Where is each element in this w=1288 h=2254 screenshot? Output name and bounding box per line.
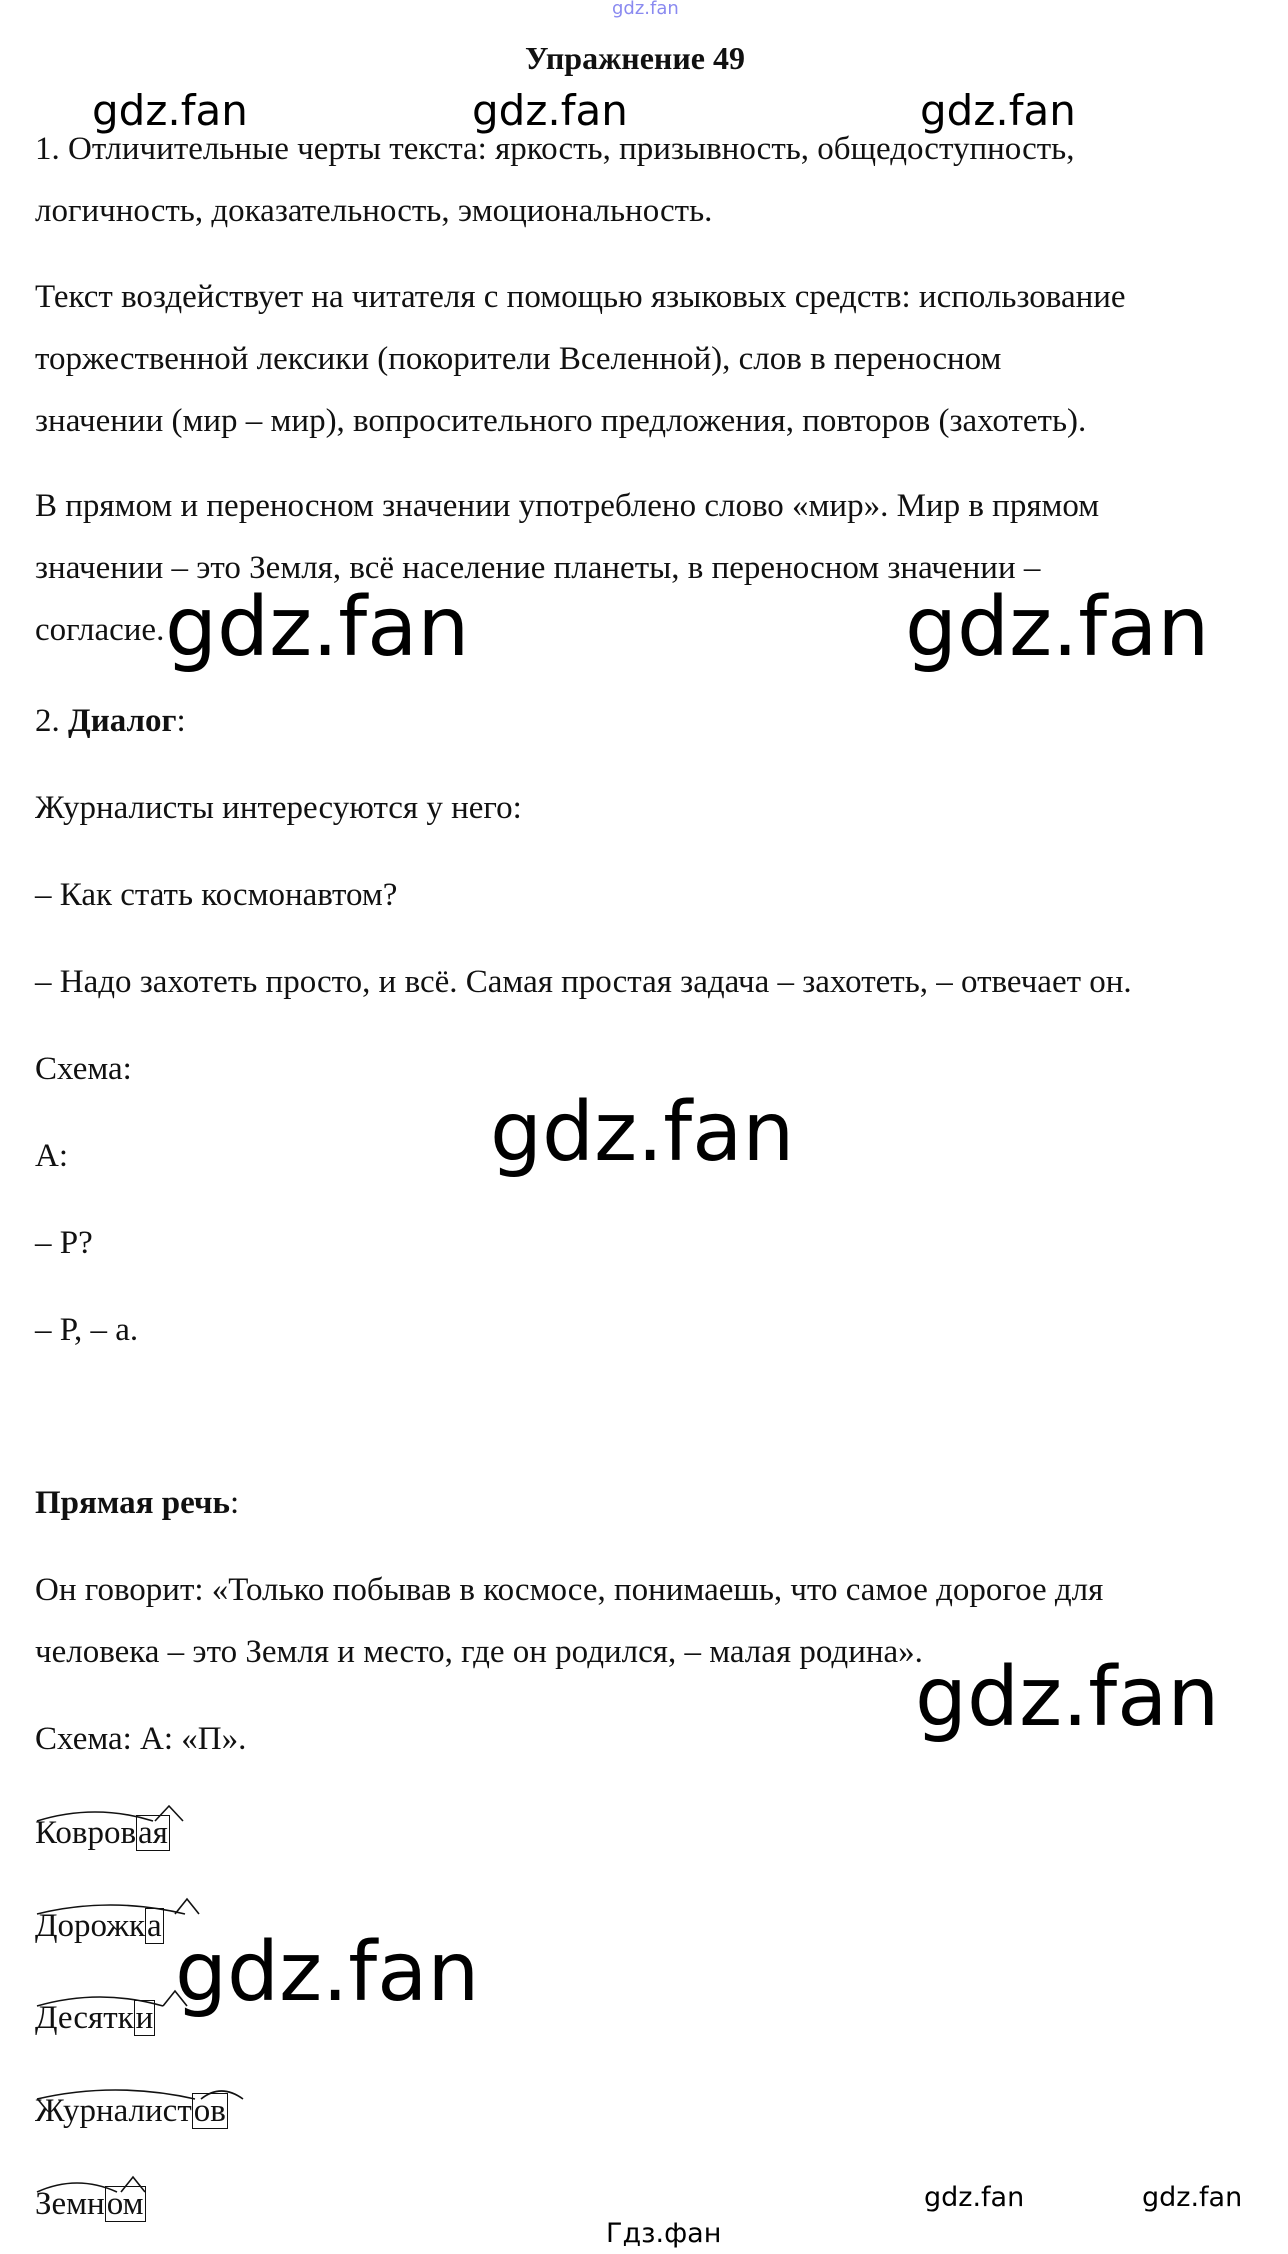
page-title: Упражнение 49: [524, 40, 745, 76]
word-ending: ая: [138, 1815, 168, 1851]
dialog-question: – Как стать космонавтом?: [35, 877, 398, 913]
word-root: Дорожк: [35, 1908, 146, 1944]
paragraph-line: значении – это Земля, всё население планеты, в переносном значении –: [35, 550, 1041, 586]
word-root: Земн: [35, 2186, 105, 2222]
watermark: gdz.fan: [924, 2182, 1025, 2213]
morpheme-marks: [35, 1986, 225, 2012]
word-ending: а: [147, 1908, 162, 1944]
morpheme-word: [35, 2093, 228, 2130]
paragraph-line: логичность, доказательность, эмоциональность.: [35, 193, 713, 229]
paragraph-line: торжественной лексики (покорители Вселенной), слов в переносном: [35, 341, 1002, 377]
watermark-footer: Гдз.фан: [606, 2218, 722, 2249]
paragraph-line: Он говорит: «Только побывав в космосе, понимаешь, что самое дорогое для: [35, 1572, 1104, 1608]
paragraph-line: согласие.: [35, 612, 165, 648]
morpheme-marks: [35, 2079, 275, 2105]
watermark-top: gdz.fan: [612, 0, 679, 19]
word-ending: ов: [193, 2093, 226, 2129]
morpheme-word: [35, 1815, 170, 1852]
watermark: gdz.fan: [472, 86, 628, 135]
morpheme-marks: [35, 2172, 225, 2198]
morpheme-word: [35, 1908, 164, 1945]
watermark: gdz.fan: [1142, 2182, 1243, 2213]
scheme-line: – Р?: [35, 1225, 93, 1261]
morpheme-marks: [35, 1801, 225, 1827]
watermark: gdz.fan: [905, 580, 1210, 675]
watermark: gdz.fan: [92, 86, 248, 135]
paragraph-line: Текст воздействует на читателя с помощью языковых средств: использование: [35, 279, 1126, 315]
watermark: gdz.fan: [175, 1925, 480, 2020]
section-heading-dialog: 2. Диалог:: [35, 703, 186, 739]
scheme-line: Схема: А: «П».: [35, 1721, 247, 1757]
word-root: Ковров: [35, 1815, 137, 1851]
watermark: gdz.fan: [490, 1085, 795, 1180]
paragraph-line: Журналисты интересуются у него:: [35, 790, 522, 826]
scheme-label: Схема:: [35, 1051, 132, 1087]
dialog-answer: – Надо захотеть просто, и всё. Самая простая задача – захотеть, – отвечает он.: [35, 964, 1132, 1000]
morpheme-word: [35, 2000, 155, 2037]
word-root: Журналист: [35, 2093, 192, 2129]
word-ending: ом: [106, 2186, 144, 2222]
watermark: gdz.fan: [165, 580, 470, 675]
word-ending: и: [135, 2000, 154, 2036]
paragraph-line: В прямом и переносном значении употреблено слово «мир». Мир в прямом: [35, 488, 1100, 524]
paragraph-line: значении (мир – мир), вопросительного предложения, повторов (захотеть).: [35, 403, 1087, 439]
watermark: gdz.fan: [915, 1650, 1220, 1745]
section-heading-direct-speech: Прямая речь:: [35, 1485, 240, 1521]
scheme-line: А:: [35, 1138, 68, 1174]
paragraph-line: 1. Отличительные черты текста: яркость, призывность, общедоступность,: [35, 131, 1075, 167]
morpheme-marks: [35, 1894, 225, 1920]
watermark: gdz.fan: [920, 86, 1076, 135]
paragraph-line: человека – это Земля и место, где он родился, – малая родина».: [35, 1634, 923, 1670]
word-root: Десятк: [35, 2000, 134, 2036]
morpheme-word: [35, 2186, 146, 2223]
scheme-line: – Р, – а.: [35, 1312, 139, 1348]
